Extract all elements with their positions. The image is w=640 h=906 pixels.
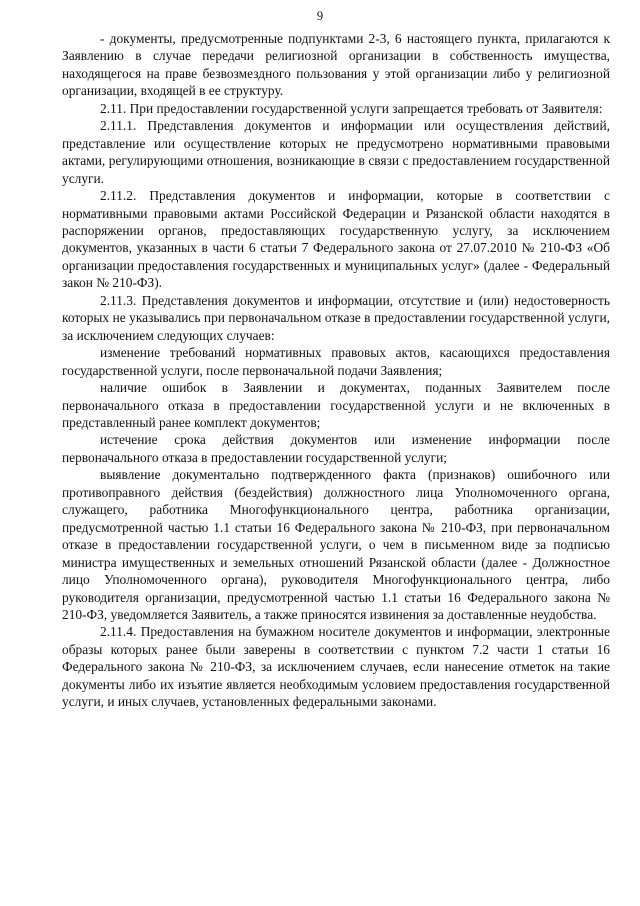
paragraph-2-11-4: 2.11.4. Предоставления на бумажном носителе документов и информации, электронные образы которых ранее были заверены в соответствии с пунктом 7.2 части 1 статьи 16 Федерального закона № 210-ФЗ, за исключением случаев, если нанесение отметок на такие документы либо их изъятие является необходимым условием предоставления государственной услуги, и иных случаев, установленных федеральными законами. bbox=[62, 624, 610, 710]
list-item-official-misconduct: выявление документально подтвержденного факта (признаков) ошибочного или противоправного действия (бездействия) должностного лица Уполномоченного органа, служащего, работника Многофункционального центра, работника организации, предусмотренной частью 1.1 статьи 16 Федерального закона № 210-ФЗ, при первоначальном отказе в предоставлении государственной услуги, о чем в письменном виде за подписью министра имущественных и земельных отношений Рязанской области (далее - Должностное лицо Уполномоченного органа), руководителя Многофункционального центра, либо руководителя организации, предусмотренной частью 1.1 статьи 16 Федерального закона № 210-ФЗ, уведомляется Заявитель, а также приносятся извинения за доставленные неудобства. bbox=[62, 467, 610, 622]
paragraph-documents-attached: - документы, предусмотренные подпунктами 2-3, 6 настоящего пункта, прилагаются к Заявлению в случае передачи религиозной организации в собственность имущества, находящегося на праве безвозмездного пользования у этой организации либо у религиозной организации, входящей в ее структуру. bbox=[62, 31, 610, 99]
document-body bbox=[62, 30, 610, 711]
list-item-requirements-change: изменение требований нормативных правовых актов, касающихся предоставления государственной услуги, после первоначальной подачи Заявления; bbox=[62, 345, 610, 378]
paragraph-2-11-1: 2.11.1. Представления документов и информации или осуществления действий, представление или осуществление которых не предусмотрено нормативными правовыми актами, регулирующими отношения, возникающие в связи с предоставлением государственной услуги. bbox=[62, 118, 610, 186]
list-item-errors-in-application: наличие ошибок в Заявлении и документах, поданных Заявителем после первоначального отказа в предоставлении государственной услуги и не включенных в представленный ранее комплект документов; bbox=[62, 380, 610, 430]
page-number: 9 bbox=[316, 9, 324, 23]
list-item-expiry-of-documents: истечение срока действия документов или изменение информации после первоначального отказа в предоставлении государственной услуги; bbox=[62, 432, 610, 465]
paragraph-2-11: 2.11. При предоставлении государственной услуги запрещается требовать от Заявителя: bbox=[100, 100, 603, 116]
paragraph-2-11-2: 2.11.2. Представления документов и информации, которые в соответствии с нормативными правовыми актами Российской Федерации и Рязанской области находятся в распоряжении органов, предоставляющих государственную услугу, за исключением документов, указанных в части 6 статьи 7 Федерального закона от 27.07.2010 № 210-ФЗ «Об организации предоставления государственных и муниципальных услуг» (далее - Федеральный закон № 210-ФЗ). bbox=[62, 188, 610, 291]
paragraph-2-11-3: 2.11.3. Представления документов и информации, отсутствие и (или) недостоверность которых не указывались при первоначальном отказе в предоставлении государственной услуги, за исключением следующих случаев: bbox=[62, 292, 610, 343]
